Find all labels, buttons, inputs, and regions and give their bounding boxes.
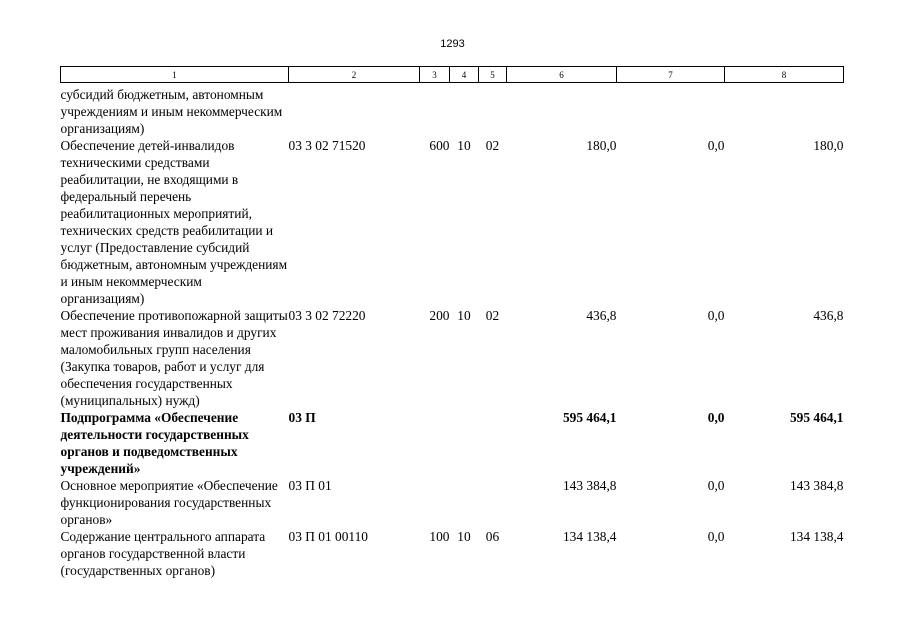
amount-col6-cell [507, 83, 617, 138]
amount-col7-cell: 0,0 [707, 410, 725, 425]
subsection-cell: 02 [485, 308, 500, 323]
section-cell [450, 83, 479, 138]
table-row [61, 528, 844, 579]
row-name-cell: Содержание центрального аппарата органов государственной власти (государственных органов) [60, 529, 266, 578]
expense-type-cell [420, 409, 450, 477]
row-name-cell: Обеспечение детей-инвалидов техническими средствами реабилитации, не входящими в федеральный перечень реабилитационных мероприятий, технических средств реабилитации и услуг (Предоставление субсидий бюджетным, автономным учреждениям и иным некоммерческим организациям) [60, 138, 288, 306]
target-code-cell: 03 П 01 00110 [288, 529, 368, 544]
amount-col8-cell: 134 138,4 [789, 529, 844, 544]
target-code-cell: 03 П [288, 410, 316, 425]
section-cell: 10 [457, 138, 471, 153]
amount-col8-cell: 595 464,1 [789, 410, 844, 425]
expense-type-cell: 200 [429, 308, 450, 323]
table-row [61, 307, 844, 409]
amount-col6-cell: 134 138,4 [562, 529, 617, 544]
expense-type-cell: 600 [429, 138, 450, 153]
expense-type-cell: 100 [429, 529, 450, 544]
amount-col8-cell [725, 83, 844, 138]
page-number: 1293 [440, 38, 465, 50]
section-cell [450, 409, 479, 477]
amount-col6-cell: 436,8 [586, 308, 617, 323]
expense-type-cell [420, 477, 450, 528]
budget-table [60, 66, 844, 579]
amount-col7-cell: 0,0 [707, 308, 725, 323]
amount-col7-cell: 0,0 [707, 478, 725, 493]
row-name-cell: субсидий бюджетным, автономным учреждениям и иным некоммерческим организациям) [60, 87, 283, 136]
amount-col8-cell: 180,0 [813, 138, 844, 153]
subsection-cell: 06 [485, 529, 500, 544]
table-row [61, 83, 844, 138]
column-header-2: 2 [289, 67, 420, 83]
subsection-cell [479, 409, 507, 477]
expense-type-cell [420, 83, 450, 138]
column-header-3: 3 [420, 67, 450, 83]
amount-col7-cell: 0,0 [707, 529, 725, 544]
row-name-cell: Основное мероприятие «Обеспечение функционирования государственных органов» [60, 478, 278, 527]
subsection-cell [479, 83, 507, 138]
amount-col8-cell: 436,8 [813, 308, 844, 323]
target-code-cell: 03 3 02 72220 [288, 308, 366, 323]
row-name-cell: Обеспечение противопожарной защиты мест проживания инвалидов и других маломобильных групп населения (Закупка товаров, работ и услуг для обеспечения государственных (муниципальных) нужд) [60, 308, 288, 408]
column-header-4: 4 [450, 67, 479, 83]
column-header-6: 6 [507, 67, 617, 83]
amount-col6-cell: 595 464,1 [562, 410, 617, 425]
section-cell: 10 [457, 308, 471, 323]
amount-col7-cell: 0,0 [707, 138, 725, 153]
subsection-cell [479, 477, 507, 528]
amount-col6-cell: 180,0 [586, 138, 617, 153]
table-row-subprogram [61, 409, 844, 477]
column-number-header-row [61, 67, 844, 83]
table-row [61, 477, 844, 528]
target-code-cell: 03 3 02 71520 [288, 138, 366, 153]
amount-col8-cell: 143 384,8 [789, 478, 844, 493]
amount-col6-cell: 143 384,8 [562, 478, 617, 493]
column-header-1: 1 [61, 67, 289, 83]
row-name-cell: Подпрограмма «Обеспечение деятельности государственных органов и подведомственных учреждений» [60, 410, 249, 476]
target-code-cell [289, 83, 420, 138]
target-code-cell: 03 П 01 [288, 478, 332, 493]
column-header-7: 7 [617, 67, 725, 83]
amount-col7-cell [617, 83, 725, 138]
column-header-8: 8 [725, 67, 844, 83]
subsection-cell: 02 [485, 138, 500, 153]
section-cell [450, 477, 479, 528]
table-row [61, 137, 844, 307]
section-cell: 10 [457, 529, 471, 544]
column-header-5: 5 [479, 67, 507, 83]
